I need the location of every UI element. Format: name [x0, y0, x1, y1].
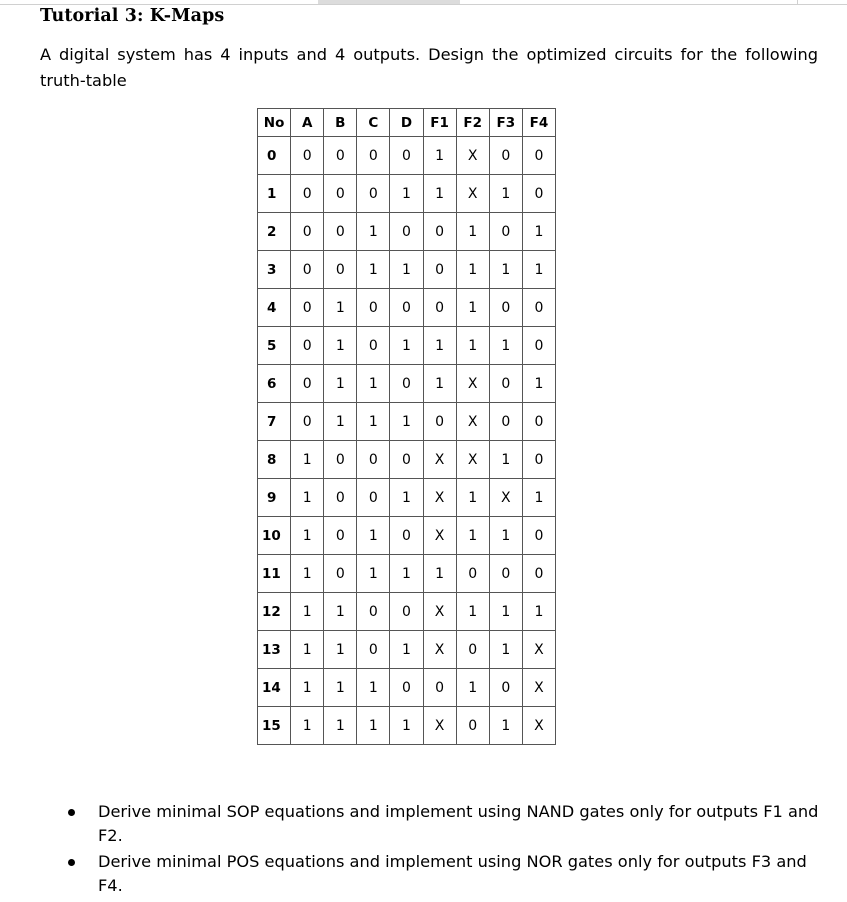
- column-header: F3: [489, 109, 522, 137]
- table-cell: 0: [489, 289, 522, 327]
- table-cell: 1: [291, 555, 324, 593]
- table-cell: 0: [423, 251, 456, 289]
- table-cell: 1: [390, 175, 423, 213]
- table-cell: 1: [357, 669, 390, 707]
- table-cell: 1: [357, 707, 390, 745]
- table-cell: 1: [456, 517, 489, 555]
- table-cell: 1: [423, 327, 456, 365]
- table-cell: 0: [357, 327, 390, 365]
- table-cell: 0: [423, 403, 456, 441]
- table-cell: 1: [324, 669, 357, 707]
- table-cell: 1: [357, 365, 390, 403]
- table-cell: 0: [324, 441, 357, 479]
- table-cell: 1: [291, 479, 324, 517]
- bullet-icon: [68, 859, 75, 866]
- column-header: C: [357, 109, 390, 137]
- table-cell: 1: [489, 631, 522, 669]
- row-number-cell: 14: [258, 669, 291, 707]
- task-item-pos: [60, 850, 820, 898]
- table-cell: 1: [324, 365, 357, 403]
- table-cell: 0: [291, 213, 324, 251]
- table-cell: 1: [291, 707, 324, 745]
- table-cell: 1: [423, 175, 456, 213]
- table-cell: 1: [456, 479, 489, 517]
- table-cell: 1: [522, 251, 555, 289]
- table-cell: 1: [456, 327, 489, 365]
- row-number-cell: 6: [258, 365, 291, 403]
- table-cell: 0: [390, 137, 423, 175]
- table-cell: 1: [489, 517, 522, 555]
- page-top-box: [797, 0, 847, 4]
- table-cell: X: [456, 403, 489, 441]
- table-cell: 0: [291, 251, 324, 289]
- table-row: [258, 555, 556, 593]
- row-number-cell: 7: [258, 403, 291, 441]
- table-cell: X: [423, 593, 456, 631]
- task-list: [60, 800, 820, 900]
- table-cell: 0: [291, 327, 324, 365]
- table-cell: 0: [357, 479, 390, 517]
- column-header: F2: [456, 109, 489, 137]
- table-cell: 0: [522, 175, 555, 213]
- truth-table-header-row: [258, 109, 556, 137]
- table-cell: 1: [291, 631, 324, 669]
- table-cell: 0: [324, 137, 357, 175]
- table-cell: 1: [423, 137, 456, 175]
- table-cell: 1: [324, 593, 357, 631]
- table-cell: 1: [522, 479, 555, 517]
- row-number-cell: 2: [258, 213, 291, 251]
- truth-table: [257, 108, 556, 745]
- row-number-cell: 4: [258, 289, 291, 327]
- intro-paragraph: A digital system has 4 inputs and 4 outputs. Design the optimized circuits for the following truth-table: [40, 45, 818, 90]
- table-cell: 0: [291, 403, 324, 441]
- table-cell: 1: [390, 479, 423, 517]
- table-cell: X: [489, 479, 522, 517]
- table-cell: 1: [291, 517, 324, 555]
- row-number-cell: 11: [258, 555, 291, 593]
- table-cell: 0: [357, 593, 390, 631]
- table-row: [258, 289, 556, 327]
- table-cell: 0: [324, 251, 357, 289]
- table-cell: 0: [357, 631, 390, 669]
- table-cell: 0: [489, 213, 522, 251]
- table-cell: 0: [522, 403, 555, 441]
- table-row: [258, 441, 556, 479]
- table-cell: 0: [390, 593, 423, 631]
- task-text: Derive minimal SOP equations and implement using NAND gates only for outputs F1 and F2.: [98, 802, 819, 845]
- table-cell: 1: [324, 707, 357, 745]
- table-cell: X: [522, 631, 555, 669]
- table-cell: 1: [291, 593, 324, 631]
- row-number-cell: 10: [258, 517, 291, 555]
- table-cell: 0: [390, 365, 423, 403]
- table-cell: 0: [324, 213, 357, 251]
- table-cell: X: [522, 669, 555, 707]
- table-row: [258, 479, 556, 517]
- table-cell: X: [423, 517, 456, 555]
- table-cell: 0: [390, 517, 423, 555]
- page-title: Tutorial 3: K-Maps: [40, 6, 225, 26]
- table-cell: 0: [390, 213, 423, 251]
- table-cell: 1: [390, 403, 423, 441]
- table-row: [258, 175, 556, 213]
- table-cell: X: [456, 365, 489, 403]
- table-cell: 0: [291, 137, 324, 175]
- table-cell: 0: [357, 137, 390, 175]
- table-row: [258, 403, 556, 441]
- table-cell: 1: [489, 441, 522, 479]
- table-cell: 1: [489, 593, 522, 631]
- table-cell: 0: [489, 403, 522, 441]
- table-cell: 1: [456, 593, 489, 631]
- task-item-sop: [60, 800, 820, 848]
- table-cell: 1: [423, 555, 456, 593]
- table-cell: 0: [522, 517, 555, 555]
- row-number-cell: 1: [258, 175, 291, 213]
- table-cell: X: [423, 631, 456, 669]
- page-top-tab: [318, 0, 460, 4]
- table-cell: 1: [489, 251, 522, 289]
- table-cell: 0: [390, 289, 423, 327]
- table-cell: X: [423, 707, 456, 745]
- table-cell: 0: [522, 555, 555, 593]
- table-cell: 0: [456, 631, 489, 669]
- table-cell: 0: [423, 669, 456, 707]
- row-number-cell: 5: [258, 327, 291, 365]
- table-cell: 1: [357, 213, 390, 251]
- table-cell: 0: [390, 669, 423, 707]
- table-cell: 1: [390, 631, 423, 669]
- table-cell: 0: [324, 479, 357, 517]
- table-cell: 1: [456, 213, 489, 251]
- row-number-cell: 9: [258, 479, 291, 517]
- table-cell: 1: [324, 327, 357, 365]
- column-header: B: [324, 109, 357, 137]
- table-cell: 0: [522, 137, 555, 175]
- row-number-cell: 15: [258, 707, 291, 745]
- table-row: [258, 365, 556, 403]
- task-text: Derive minimal POS equations and implement using NOR gates only for outputs F3 and F4.: [98, 852, 807, 895]
- table-row: [258, 137, 556, 175]
- table-cell: 0: [489, 669, 522, 707]
- column-header: F4: [522, 109, 555, 137]
- table-cell: X: [423, 479, 456, 517]
- column-header: D: [390, 109, 423, 137]
- table-cell: 1: [456, 289, 489, 327]
- column-header: F1: [423, 109, 456, 137]
- table-row: [258, 631, 556, 669]
- table-row: [258, 251, 556, 289]
- table-cell: X: [423, 441, 456, 479]
- row-number-cell: 3: [258, 251, 291, 289]
- table-cell: X: [456, 175, 489, 213]
- table-cell: X: [522, 707, 555, 745]
- table-cell: 1: [357, 517, 390, 555]
- table-cell: 1: [324, 403, 357, 441]
- table-cell: 1: [456, 251, 489, 289]
- table-row: [258, 213, 556, 251]
- table-cell: 1: [324, 631, 357, 669]
- table-cell: 0: [291, 175, 324, 213]
- table-cell: 1: [489, 707, 522, 745]
- row-number-cell: 12: [258, 593, 291, 631]
- table-cell: 0: [522, 289, 555, 327]
- table-cell: 0: [489, 555, 522, 593]
- row-number-cell: 13: [258, 631, 291, 669]
- table-cell: 0: [291, 365, 324, 403]
- table-cell: 0: [357, 175, 390, 213]
- table-cell: 1: [489, 175, 522, 213]
- table-cell: 1: [522, 213, 555, 251]
- table-cell: 1: [291, 669, 324, 707]
- table-cell: 1: [390, 251, 423, 289]
- row-number-cell: 8: [258, 441, 291, 479]
- table-cell: 0: [324, 175, 357, 213]
- table-cell: 0: [423, 213, 456, 251]
- table-cell: 0: [522, 441, 555, 479]
- table-cell: 1: [324, 289, 357, 327]
- table-cell: 0: [324, 555, 357, 593]
- table-cell: 1: [390, 707, 423, 745]
- column-header: A: [291, 109, 324, 137]
- table-cell: 0: [291, 289, 324, 327]
- table-cell: 0: [522, 327, 555, 365]
- table-cell: 0: [324, 517, 357, 555]
- table-cell: 0: [357, 289, 390, 327]
- table-cell: 1: [423, 365, 456, 403]
- bullet-icon: [68, 809, 75, 816]
- table-row: [258, 593, 556, 631]
- table-cell: X: [456, 441, 489, 479]
- column-header: No: [258, 109, 291, 137]
- table-cell: 1: [390, 555, 423, 593]
- table-cell: 1: [357, 555, 390, 593]
- table-cell: 0: [489, 365, 522, 403]
- truth-table-body: [258, 137, 556, 745]
- table-row: [258, 669, 556, 707]
- table-row: [258, 327, 556, 365]
- table-cell: 1: [489, 327, 522, 365]
- table-cell: 1: [357, 251, 390, 289]
- table-cell: 1: [291, 441, 324, 479]
- table-cell: 1: [357, 403, 390, 441]
- table-cell: 1: [522, 593, 555, 631]
- row-number-cell: 0: [258, 137, 291, 175]
- table-cell: 0: [456, 555, 489, 593]
- table-cell: 0: [390, 441, 423, 479]
- table-cell: 1: [522, 365, 555, 403]
- table-cell: 0: [489, 137, 522, 175]
- page-top-rule: [0, 4, 847, 5]
- table-cell: 0: [423, 289, 456, 327]
- table-cell: 0: [357, 441, 390, 479]
- table-cell: 1: [456, 669, 489, 707]
- table-row: [258, 707, 556, 745]
- table-cell: 1: [390, 327, 423, 365]
- table-cell: X: [456, 137, 489, 175]
- table-cell: 0: [456, 707, 489, 745]
- table-row: [258, 517, 556, 555]
